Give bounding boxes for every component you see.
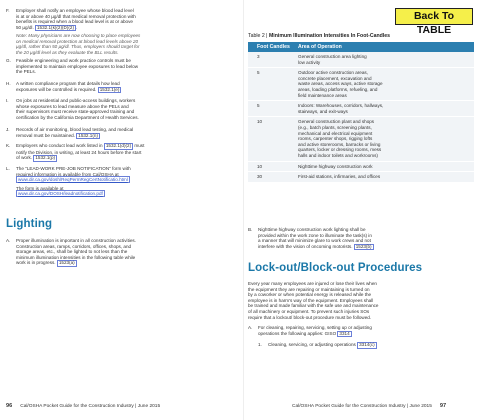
text-line: On jobs at residential and public-access buildings, workers	[16, 98, 136, 103]
text-line: the equipment they are repairing or maintaining is turned on	[248, 286, 370, 292]
text-line: For cleaning, repairing, servicing, setting up or adjusting	[258, 325, 372, 330]
prejob-notification-link[interactable]: www.dir.ca.gov/dosh/ReqPermRegCertNotificatio.html	[18, 177, 128, 183]
cell-line: Indoors: Warehouses, corridors, hallways,	[298, 103, 384, 109]
note-line: the 20 µg/dl level as they evaluate the BLL results.	[16, 49, 119, 55]
text-line: the PELs.	[16, 69, 36, 75]
cell-line: and active storerooms, barracks or living	[298, 141, 381, 147]
area-cell	[295, 161, 474, 172]
text-line: Every year many employees are injured or lose their lives when	[248, 281, 377, 286]
cell-line: areas, loading platforms, refueling, and	[298, 86, 378, 92]
cell-line: stairways, and exit-ways	[298, 108, 348, 114]
page-number: 97	[439, 403, 447, 409]
text-line: Employer shall notify an employee whose blood lead level	[16, 8, 134, 13]
cell-line: quarters, locker or dressing rooms, mess	[298, 147, 382, 153]
illumination-table	[248, 42, 474, 183]
cell-line: General construction area lighting	[298, 54, 367, 59]
table-row	[248, 68, 474, 101]
cell-line: Outdoor active construction areas,	[298, 70, 368, 76]
text-line: be trained and made familiar with the safe use and maintenance	[248, 303, 379, 309]
item-marker: H.	[6, 81, 11, 86]
text-line: Nighttime highway construction work lighting shall be	[258, 227, 366, 232]
item-marker: I.	[6, 98, 9, 103]
cell-line: field maintenance areas	[298, 92, 347, 98]
table-row	[248, 172, 474, 183]
cell-line: General construction plant and shops	[298, 119, 375, 125]
text-line: a manner that will minimize glare to work crews and not	[258, 238, 371, 244]
text-line: provided within the work zone to illuminate the task(s) in	[258, 232, 372, 238]
lighting-heading: Lighting	[6, 218, 53, 230]
cell-line: mechanical and electrical equipment	[298, 130, 373, 136]
item-marker: B.	[248, 227, 253, 232]
item-marker: F.	[6, 8, 10, 13]
foot-candle-value: 10	[248, 117, 295, 161]
text-line: Feasible engineering and work practice controls must be	[16, 58, 131, 63]
lockout-heading: Lock-out/Block-out Procedures	[248, 262, 423, 274]
table-caption	[248, 33, 390, 39]
foot-candle-value: 10	[248, 161, 295, 172]
regulation-link[interactable]: 3314	[339, 330, 350, 336]
text-line	[16, 87, 121, 94]
text-line	[258, 244, 374, 251]
regulation-link[interactable]: 1523(a)	[58, 260, 75, 266]
foot-candle-value: 5	[248, 101, 295, 117]
text-line	[16, 25, 136, 32]
left-footer	[6, 403, 160, 409]
text-span: Cleaning, servicing, or adjusting operations	[268, 342, 358, 347]
cell-line: rooms, carpenter shops, rigging lofts	[298, 136, 373, 142]
text-span: removal must be maintained.	[16, 132, 77, 138]
text-span: work is in progress.	[16, 260, 57, 266]
page-gutter	[243, 0, 244, 420]
note-line: Note: Many physicians are now choosing to place employees	[16, 33, 141, 38]
table-row	[248, 117, 474, 161]
text-line: certification by the California Department of Health Services.	[16, 114, 139, 120]
text-span: must	[133, 143, 145, 148]
text-line	[16, 143, 144, 150]
area-cell	[295, 101, 474, 117]
footer-text: Cal/OSHA Pocket Guide for the Construction Industry | June 2015	[20, 404, 161, 409]
text-line: of all machinery or equipment. To prevent such injuries SOs	[248, 308, 370, 314]
footer-text: Cal/OSHA Pocket Guide for the Construction Industry | June 2015	[292, 404, 432, 409]
cell-line: (e.g., batch plants, screening plants,	[298, 124, 372, 130]
item-marker: J.	[6, 127, 10, 132]
text-line: The "LEAD-WORK PRE-JOB NOTIFICATION" form with	[16, 166, 131, 171]
text-line	[258, 331, 372, 338]
text-line: notify the Division, in writing, at least 24 hours before the start	[16, 149, 142, 155]
area-cell	[295, 117, 474, 161]
text-span: operations the following applies: GISO	[258, 330, 338, 336]
table-row	[248, 52, 474, 68]
text-line	[16, 133, 133, 140]
regulation-link[interactable]: 1532.1(e)	[99, 86, 120, 92]
lockout-paragraph	[248, 281, 474, 320]
page-number: 96	[6, 403, 13, 409]
area-cell	[295, 52, 474, 68]
text-span: .	[76, 24, 78, 30]
cell-line: Nighttime highway construction work	[298, 163, 373, 169]
cell-line: halls and indoor toilets and workrooms)	[298, 152, 378, 158]
text-line: employee is in harm's way of the equipment. Employees shall	[248, 297, 374, 303]
right-footer	[292, 403, 446, 409]
cell-line: waste areas, access ways, active storage	[298, 81, 383, 87]
text-line: whose exposures to lead measure above the PELs and	[16, 103, 129, 109]
item-marker: K.	[6, 143, 11, 148]
text-line: minimum illumination intensities in the following table while	[16, 254, 136, 260]
item-marker: L.	[6, 166, 10, 171]
item-marker: 1.	[258, 342, 262, 347]
cell-line: concrete placement, excavation and	[298, 75, 372, 81]
text-line: Construction areas, ramps, corridors, offices, shops, and	[16, 243, 132, 249]
header-area-of-operation: Area of Operation	[295, 42, 474, 52]
regulation-link[interactable]: 1532.1(k)(2)(D)(2)	[37, 24, 75, 30]
table-row	[248, 101, 474, 117]
medical-removal-note	[16, 33, 238, 55]
caption-prefix: Table 2 |	[248, 33, 269, 39]
back-to-table-button[interactable]: Back To TABLE	[395, 8, 473, 25]
text-line: require that a lockout/ block-out procedure must be followed.	[248, 314, 372, 320]
text-line: storage areas, etc., shall be lighted to not less than the	[16, 249, 128, 255]
note-line: on medical removal protection at blood lead levels above 20	[16, 38, 139, 44]
text-line: Proper illumination is important in all construction activities.	[16, 238, 136, 243]
text-line: A written compliance program that details how lead	[16, 81, 120, 86]
cell-line: First-aid stations, infirmaries, and offices	[298, 174, 381, 180]
regulation-link[interactable]: 1532.1(d)(2)	[105, 143, 132, 148]
cell-line: low activity	[298, 59, 321, 65]
text-line: is at or above 40 µg/dl that medical removal protection with	[16, 13, 136, 19]
text-span: interfere with the vision of oncoming motorists.	[258, 243, 354, 249]
text-line: Records of air monitoring, blood lead testing, and medical	[16, 127, 134, 132]
regulation-link[interactable]: 1523(b)	[355, 243, 372, 249]
text-line: implemented to maintain employee exposures to lead below	[16, 63, 139, 69]
text-span: Employers who conduct lead work listed in	[16, 143, 104, 148]
text-line: The form is available at	[16, 185, 64, 191]
item-marker: A.	[6, 238, 11, 243]
table-row	[248, 161, 474, 172]
regulation-link[interactable]: 3314(c)	[359, 342, 375, 347]
regulation-link[interactable]: 1532.1(n)	[78, 132, 98, 138]
regulation-link[interactable]: 1532.1(p)	[35, 155, 56, 161]
text-line	[268, 342, 377, 349]
right-page	[248, 0, 474, 420]
text-line: by a coworker or when potential energy is released while the	[248, 292, 372, 298]
text-line: required information is available from Cal/OSHA at	[16, 171, 119, 177]
text-line	[16, 155, 144, 162]
lead-notification-pdf-link[interactable]: www.dir.ca.gov/DOSH/leadnotification.pdf	[18, 191, 103, 197]
text-line: their supervisors must receive state-approved training and	[16, 109, 135, 115]
area-cell	[295, 68, 474, 101]
item-marker: A.	[248, 325, 253, 330]
foot-candle-value: 30	[248, 172, 295, 183]
item-marker: G.	[6, 58, 11, 63]
text-span: of work.	[16, 155, 34, 161]
foot-candle-value: 3	[248, 52, 295, 68]
text-span: 50 µg/dl.	[16, 24, 35, 30]
text-span: exposures will be controlled is required.	[16, 86, 98, 92]
caption-title: Minimum Illumination Intensities In Foot-Candles	[268, 33, 391, 39]
note-line: µg/dl, rather than 50 µg/dl. Thus, employers should target for	[16, 44, 140, 50]
foot-candle-value: 5	[248, 68, 295, 101]
header-foot-candles: Foot Candles	[248, 42, 295, 52]
text-line	[16, 260, 136, 267]
area-cell	[295, 172, 474, 183]
text-line: benefits is required when a blood lead level is at or above	[16, 19, 133, 25]
table-header-row	[248, 42, 474, 52]
